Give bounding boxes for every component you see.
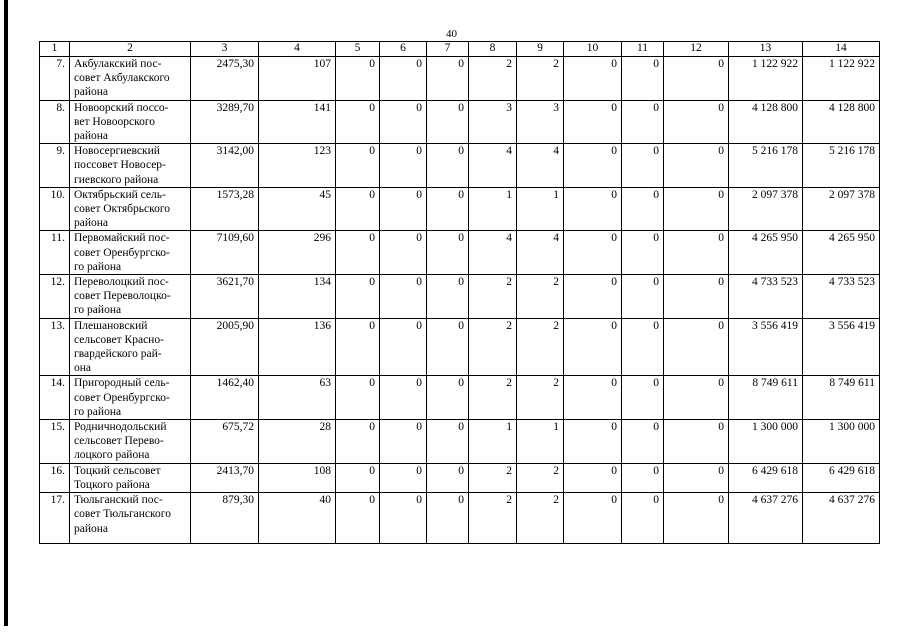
name-line: района <box>74 86 109 99</box>
cell-c12: 0 <box>664 231 729 275</box>
cell-c14: 4 265 950 <box>803 231 880 275</box>
cell-c3: 3621,70 <box>191 275 259 319</box>
cell-c7: 0 <box>427 463 469 492</box>
cell-c14: 4 128 800 <box>803 100 880 144</box>
name-line: Тоцкого района <box>74 478 150 491</box>
cell-c4: 296 <box>259 231 336 275</box>
cell-c11: 0 <box>622 463 664 492</box>
cell-c6: 0 <box>380 493 427 544</box>
cell-c5: 0 <box>336 231 380 275</box>
cell-c9: 4 <box>517 231 564 275</box>
cell-c12: 0 <box>664 420 729 464</box>
cell-c5: 0 <box>336 100 380 144</box>
cell-c8: 1 <box>469 187 517 231</box>
cell-c4: 107 <box>259 57 336 101</box>
table-row <box>40 318 880 376</box>
name-line: совет Переволоцко- <box>74 290 171 303</box>
municipality-name <box>70 144 191 188</box>
name-line: Новосергиевский <box>74 145 160 158</box>
cell-c13: 5 216 178 <box>729 144 803 188</box>
name-line: района <box>74 217 109 230</box>
cell-c6: 0 <box>380 144 427 188</box>
name-line: Первомайский пос- <box>74 232 170 245</box>
table-row <box>40 493 880 544</box>
cell-c4: 63 <box>259 376 336 420</box>
cell-c3: 2005,90 <box>191 318 259 376</box>
name-line: совет Оренбургско- <box>74 391 170 404</box>
column-header: 5 <box>336 42 380 57</box>
cell-c8: 2 <box>469 275 517 319</box>
cell-c6: 0 <box>380 100 427 144</box>
cell-c12: 0 <box>664 376 729 420</box>
row-number: 17. <box>40 493 70 544</box>
row-number: 11. <box>40 231 70 275</box>
name-line: вет Новоорского <box>74 115 156 128</box>
cell-c7: 0 <box>427 275 469 319</box>
cell-c10: 0 <box>564 275 622 319</box>
row-number: 12. <box>40 275 70 319</box>
name-line: лоцкого района <box>74 449 150 462</box>
column-header: 3 <box>191 42 259 57</box>
row-number: 15. <box>40 420 70 464</box>
municipality-name <box>70 376 191 420</box>
cell-c12: 0 <box>664 100 729 144</box>
row-number: 9. <box>40 144 70 188</box>
municipality-name <box>70 57 191 101</box>
cell-c8: 4 <box>469 144 517 188</box>
name-line: го района <box>74 304 122 317</box>
cell-c9: 3 <box>517 100 564 144</box>
cell-c8: 2 <box>469 493 517 544</box>
cell-c7: 0 <box>427 376 469 420</box>
cell-c3: 879,30 <box>191 493 259 544</box>
table-row <box>40 100 880 144</box>
cell-c13: 1 122 922 <box>729 57 803 101</box>
cell-c12: 0 <box>664 57 729 101</box>
cell-c5: 0 <box>336 144 380 188</box>
cell-c9: 2 <box>517 493 564 544</box>
cell-c5: 0 <box>336 376 380 420</box>
cell-c4: 136 <box>259 318 336 376</box>
column-header: 7 <box>427 42 469 57</box>
cell-c10: 0 <box>564 493 622 544</box>
cell-c7: 0 <box>427 57 469 101</box>
cell-c3: 2475,30 <box>191 57 259 101</box>
cell-c14: 2 097 378 <box>803 187 880 231</box>
cell-c4: 141 <box>259 100 336 144</box>
name-line: Пригородный сель- <box>74 377 170 390</box>
cell-c10: 0 <box>564 376 622 420</box>
page-number: 40 <box>446 28 457 40</box>
cell-c4: 108 <box>259 463 336 492</box>
cell-c12: 0 <box>664 187 729 231</box>
header-row <box>40 42 880 57</box>
name-line: Акбулакский пос- <box>74 58 162 70</box>
cell-c3: 1462,40 <box>191 376 259 420</box>
cell-c13: 8 749 611 <box>729 376 803 420</box>
cell-c7: 0 <box>427 318 469 376</box>
cell-c9: 2 <box>517 463 564 492</box>
name-line: сельсовет Красно- <box>74 333 164 346</box>
cell-c14: 4 637 276 <box>803 493 880 544</box>
cell-c7: 0 <box>427 231 469 275</box>
name-line: совет Оренбургско- <box>74 246 170 259</box>
cell-c13: 4 733 523 <box>729 275 803 319</box>
cell-c6: 0 <box>380 420 427 464</box>
municipality-name <box>70 275 191 319</box>
cell-c5: 0 <box>336 420 380 464</box>
name-line: она <box>74 362 92 375</box>
name-line: совет Акбулакского <box>74 72 170 85</box>
cell-c13: 1 300 000 <box>729 420 803 464</box>
name-line: совет Октябрьского <box>74 203 171 216</box>
cell-c13: 4 265 950 <box>729 231 803 275</box>
cell-c9: 2 <box>517 57 564 101</box>
table-row <box>40 57 880 101</box>
cell-c13: 4 637 276 <box>729 493 803 544</box>
cell-c10: 0 <box>564 144 622 188</box>
table-row <box>40 376 880 420</box>
cell-c8: 4 <box>469 231 517 275</box>
municipality-name <box>70 318 191 376</box>
row-number: 7. <box>40 57 70 101</box>
cell-c6: 0 <box>380 231 427 275</box>
cell-c3: 3142,00 <box>191 144 259 188</box>
cell-c7: 0 <box>427 420 469 464</box>
cell-c13: 4 128 800 <box>729 100 803 144</box>
name-line: Новоорский поссо- <box>74 101 169 114</box>
municipality-name <box>70 463 191 492</box>
cell-c10: 0 <box>564 57 622 101</box>
cell-c8: 2 <box>469 376 517 420</box>
table-row <box>40 420 880 464</box>
cell-c13: 6 429 618 <box>729 463 803 492</box>
cell-c12: 0 <box>664 144 729 188</box>
name-line: гиевского района <box>74 173 159 186</box>
cell-c4: 40 <box>259 493 336 544</box>
name-line: района <box>74 130 109 143</box>
cell-c5: 0 <box>336 57 380 101</box>
name-line: Октябрьский сель- <box>74 188 166 201</box>
cell-c7: 0 <box>427 100 469 144</box>
cell-c11: 0 <box>622 420 664 464</box>
cell-c8: 2 <box>469 318 517 376</box>
cell-c11: 0 <box>622 493 664 544</box>
column-header: 4 <box>259 42 336 57</box>
column-header: 9 <box>517 42 564 57</box>
cell-c3: 1573,28 <box>191 187 259 231</box>
cell-c10: 0 <box>564 187 622 231</box>
name-line: поссовет Новосер- <box>74 159 166 172</box>
cell-c5: 0 <box>336 187 380 231</box>
name-line: сельсовет Перево- <box>74 435 164 448</box>
cell-c11: 0 <box>622 100 664 144</box>
cell-c10: 0 <box>564 318 622 376</box>
cell-c10: 0 <box>564 100 622 144</box>
table-row <box>40 275 880 319</box>
name-line: Тюльганский пос- <box>74 494 163 507</box>
cell-c11: 0 <box>622 144 664 188</box>
municipality-name <box>70 420 191 464</box>
name-line: совет Тюльганского <box>74 508 171 521</box>
cell-c13: 3 556 419 <box>729 318 803 376</box>
data-table <box>39 41 880 544</box>
page-edge-bar <box>4 0 8 626</box>
cell-c8: 3 <box>469 100 517 144</box>
cell-c9: 1 <box>517 420 564 464</box>
cell-c14: 4 733 523 <box>803 275 880 319</box>
municipality-name <box>70 187 191 231</box>
cell-c4: 28 <box>259 420 336 464</box>
name-line: района <box>74 522 109 535</box>
cell-c12: 0 <box>664 275 729 319</box>
municipality-name <box>70 100 191 144</box>
row-number: 8. <box>40 100 70 144</box>
cell-c13: 2 097 378 <box>729 187 803 231</box>
cell-c8: 2 <box>469 57 517 101</box>
cell-c6: 0 <box>380 318 427 376</box>
column-header: 6 <box>380 42 427 57</box>
cell-c12: 0 <box>664 463 729 492</box>
cell-c4: 45 <box>259 187 336 231</box>
cell-c10: 0 <box>564 420 622 464</box>
name-line: Плешановский <box>74 319 148 332</box>
cell-c7: 0 <box>427 493 469 544</box>
cell-c5: 0 <box>336 463 380 492</box>
cell-c4: 134 <box>259 275 336 319</box>
cell-c8: 1 <box>469 420 517 464</box>
column-header: 10 <box>564 42 622 57</box>
name-line: Переволоцкий пос- <box>74 276 169 289</box>
column-header: 11 <box>622 42 664 57</box>
table-row <box>40 231 880 275</box>
cell-c6: 0 <box>380 187 427 231</box>
cell-c9: 4 <box>517 144 564 188</box>
column-header: 8 <box>469 42 517 57</box>
cell-c3: 3289,70 <box>191 100 259 144</box>
row-number: 13. <box>40 318 70 376</box>
cell-c9: 1 <box>517 187 564 231</box>
cell-c9: 2 <box>517 376 564 420</box>
row-number: 16. <box>40 463 70 492</box>
cell-c12: 0 <box>664 493 729 544</box>
cell-c5: 0 <box>336 318 380 376</box>
cell-c3: 2413,70 <box>191 463 259 492</box>
cell-c5: 0 <box>336 493 380 544</box>
cell-c11: 0 <box>622 275 664 319</box>
cell-c14: 1 122 922 <box>803 57 880 101</box>
cell-c10: 0 <box>564 231 622 275</box>
cell-c12: 0 <box>664 318 729 376</box>
cell-c6: 0 <box>380 275 427 319</box>
table-body <box>40 57 880 544</box>
cell-c14: 8 749 611 <box>803 376 880 420</box>
cell-c4: 123 <box>259 144 336 188</box>
column-header: 1 <box>40 42 70 57</box>
name-line: го района <box>74 405 122 418</box>
cell-c7: 0 <box>427 144 469 188</box>
cell-c6: 0 <box>380 57 427 101</box>
column-header: 13 <box>729 42 803 57</box>
table-row <box>40 463 880 492</box>
name-line: Тоцкий сельсовет <box>74 464 161 477</box>
cell-c5: 0 <box>336 275 380 319</box>
cell-c9: 2 <box>517 275 564 319</box>
cell-c14: 6 429 618 <box>803 463 880 492</box>
cell-c7: 0 <box>427 187 469 231</box>
column-header: 12 <box>664 42 729 57</box>
table-row <box>40 187 880 231</box>
name-line: Родничнодольский <box>74 421 167 434</box>
column-header: 2 <box>70 42 191 57</box>
cell-c9: 2 <box>517 318 564 376</box>
cell-c11: 0 <box>622 376 664 420</box>
cell-c14: 5 216 178 <box>803 144 880 188</box>
municipality-name <box>70 231 191 275</box>
cell-c11: 0 <box>622 318 664 376</box>
cell-c3: 7109,60 <box>191 231 259 275</box>
cell-c11: 0 <box>622 57 664 101</box>
row-number: 10. <box>40 187 70 231</box>
cell-c6: 0 <box>380 463 427 492</box>
cell-c11: 0 <box>622 187 664 231</box>
cell-c6: 0 <box>380 376 427 420</box>
column-header: 14 <box>803 42 880 57</box>
name-line: го района <box>74 260 122 273</box>
cell-c14: 1 300 000 <box>803 420 880 464</box>
cell-c3: 675,72 <box>191 420 259 464</box>
row-number: 14. <box>40 376 70 420</box>
cell-c14: 3 556 419 <box>803 318 880 376</box>
cell-c8: 2 <box>469 463 517 492</box>
cell-c11: 0 <box>622 231 664 275</box>
name-line: гвардейского рай- <box>74 348 162 361</box>
cell-c10: 0 <box>564 463 622 492</box>
table-row <box>40 144 880 188</box>
municipality-name <box>70 493 191 544</box>
